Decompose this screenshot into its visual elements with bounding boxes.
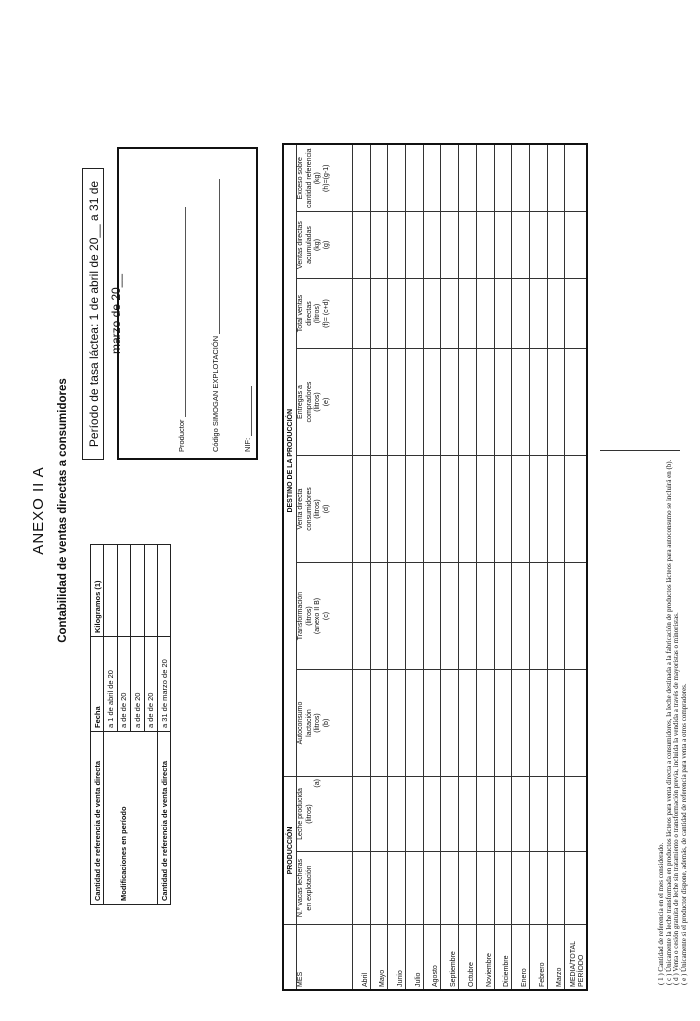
table-cell[interactable]: [547, 212, 565, 279]
month-label: Enero: [512, 925, 530, 991]
table-cell[interactable]: [441, 145, 459, 212]
table-row: [441, 145, 459, 991]
table-row: [459, 145, 477, 991]
total-cell[interactable]: [565, 145, 588, 212]
column-header-line: (h)=(g-1): [322, 164, 330, 192]
column-header-line: (kg): [314, 238, 321, 252]
codigo-label: Código SIMOGAN EXPLOTACIÓN: [211, 335, 220, 452]
column-header-line: (e): [322, 397, 330, 407]
ref-label-cell: Cantidad de referencia de venta directa: [157, 732, 170, 905]
column-header-line: (litros): [305, 804, 313, 824]
kg-cell[interactable]: [144, 545, 157, 637]
column-header-line: acumuladas: [305, 226, 313, 264]
table-cell[interactable]: [370, 777, 388, 852]
table-cell[interactable]: [529, 279, 547, 349]
table-cell[interactable]: [512, 145, 530, 212]
table-cell[interactable]: [547, 777, 565, 852]
table-cell[interactable]: [459, 670, 477, 777]
column-header-line: compradores: [305, 381, 313, 423]
table-cell[interactable]: [547, 145, 565, 212]
table-cell[interactable]: [353, 349, 371, 456]
footnote: ( e ) Únicamente si el productor dispone, además, de cantidad de referencia para venta a otros compradores.: [679, 683, 688, 985]
nif-field[interactable]: [251, 386, 252, 436]
table-cell[interactable]: [494, 852, 512, 925]
table-cell[interactable]: [423, 777, 441, 852]
table-cell[interactable]: [423, 456, 441, 563]
footnotes: [658, 460, 688, 985]
fecha-cell[interactable]: a 1 de abril de 20: [104, 637, 117, 732]
nif-label: NIF: [243, 439, 252, 452]
column-header-line: (c): [322, 611, 330, 621]
column-header-line: (b): [322, 718, 330, 728]
column-header: [297, 777, 353, 852]
table-cell[interactable]: [370, 456, 388, 563]
kg-cell[interactable]: [104, 545, 117, 637]
column-header-line: (d): [322, 504, 330, 514]
table-row: [512, 145, 530, 991]
group-header-row: [283, 145, 297, 991]
table-cell[interactable]: [529, 145, 547, 212]
table-cell[interactable]: [476, 349, 494, 456]
column-header-line: (litros): [314, 303, 321, 324]
total-cell[interactable]: [565, 563, 588, 670]
table-row: [547, 145, 565, 991]
table-cell[interactable]: [459, 777, 477, 852]
ref-row: [144, 545, 157, 905]
table-cell[interactable]: [476, 145, 494, 212]
month-label: Marzo: [547, 925, 565, 991]
column-header-line: Venta directa: [297, 488, 304, 530]
column-header: [297, 279, 353, 349]
table-cell[interactable]: [388, 670, 406, 777]
table-cell[interactable]: [494, 670, 512, 777]
ref-row: [157, 545, 170, 905]
table-cell[interactable]: [423, 145, 441, 212]
month-label: Febrero: [529, 925, 547, 991]
table-cell[interactable]: [441, 563, 459, 670]
column-header: [297, 852, 353, 925]
table-row: [494, 145, 512, 991]
month-label: Mayo: [370, 925, 388, 991]
table-cell[interactable]: [476, 456, 494, 563]
table-cell[interactable]: [441, 212, 459, 279]
table-cell[interactable]: [441, 349, 459, 456]
column-header: [297, 563, 353, 670]
table-cell[interactable]: [529, 670, 547, 777]
total-cell[interactable]: [565, 852, 588, 925]
month-label: Junio: [388, 925, 406, 991]
month-label: Agosto: [423, 925, 441, 991]
table-cell[interactable]: [370, 279, 388, 349]
table-cell[interactable]: [441, 456, 459, 563]
column-header: [297, 349, 353, 456]
column-header-line: Ventas directas: [297, 221, 304, 269]
productor-label: Productor: [177, 419, 186, 452]
page-subtitle: Contabilidad de ventas directas a consumidores: [57, 378, 69, 643]
column-header-line: Transformación: [297, 591, 304, 641]
table-cell[interactable]: [406, 145, 424, 212]
table-cell[interactable]: [370, 670, 388, 777]
table-row: [529, 145, 547, 991]
table-cell[interactable]: [476, 212, 494, 279]
table-cell[interactable]: [406, 349, 424, 456]
column-header-line: (litros): [314, 392, 321, 412]
total-cell[interactable]: [565, 212, 588, 279]
table-cell[interactable]: [441, 852, 459, 925]
column-header-row: [297, 145, 353, 991]
production-table: [282, 144, 588, 992]
column-header-line: (litros): [314, 713, 321, 733]
kg-cell[interactable]: [131, 545, 144, 637]
table-cell[interactable]: [423, 670, 441, 777]
table-cell[interactable]: [353, 563, 371, 670]
table-cell[interactable]: [353, 777, 371, 852]
table-cell[interactable]: [512, 670, 530, 777]
column-header: [297, 145, 353, 212]
table-cell[interactable]: [388, 349, 406, 456]
footnote: ( 1 ) Cantidad de referencia en el mes considerado.: [657, 842, 665, 985]
table-cell[interactable]: [353, 279, 371, 349]
month-label: Octubre: [459, 925, 477, 991]
month-label: Abril: [353, 925, 371, 991]
column-header-line: (f)= (c+d): [322, 299, 330, 328]
ref-label-cell: Cantidad de referencia de venta directa: [91, 732, 104, 905]
column-header: [297, 212, 353, 279]
column-header-line: Entregas a: [297, 385, 304, 419]
table-row: [406, 145, 424, 991]
nif-line[interactable]: NIF:: [243, 386, 252, 452]
table-cell[interactable]: [406, 456, 424, 563]
table-cell[interactable]: [353, 852, 371, 925]
kg-cell[interactable]: [117, 545, 130, 637]
column-header-line: Leche producida: [297, 788, 304, 840]
table-cell[interactable]: [441, 777, 459, 852]
table-cell[interactable]: [388, 212, 406, 279]
month-label: Septiembre: [441, 925, 459, 991]
column-header-line: (kg): [314, 172, 321, 185]
table-cell[interactable]: [388, 279, 406, 349]
ref-row: [131, 545, 144, 905]
codigo-field[interactable]: [219, 179, 220, 334]
table-cell[interactable]: [512, 212, 530, 279]
kg-cell[interactable]: [157, 545, 170, 637]
table-cell[interactable]: [388, 563, 406, 670]
column-header-line: consumidores: [305, 487, 313, 531]
table-cell[interactable]: [388, 456, 406, 563]
table-cell[interactable]: [529, 456, 547, 563]
table-cell[interactable]: [406, 212, 424, 279]
table-cell[interactable]: [353, 145, 371, 212]
table-cell[interactable]: [423, 852, 441, 925]
table-cell[interactable]: [423, 563, 441, 670]
table-row: [370, 145, 388, 991]
table-cell[interactable]: [547, 563, 565, 670]
table-cell[interactable]: [476, 279, 494, 349]
column-header-line: (litros): [305, 606, 313, 626]
total-cell[interactable]: [565, 349, 588, 456]
table-cell[interactable]: [406, 563, 424, 670]
table-cell[interactable]: [529, 852, 547, 925]
column-header-line: directas: [305, 301, 313, 326]
table-cell[interactable]: [370, 852, 388, 925]
month-label: Diciembre: [494, 925, 512, 991]
total-cell[interactable]: [565, 456, 588, 563]
table-cell[interactable]: [512, 563, 530, 670]
total-cell[interactable]: [565, 279, 588, 349]
reference-quantity-table: [90, 544, 171, 905]
table-cell[interactable]: [547, 349, 565, 456]
table-row: [476, 145, 494, 991]
fecha-cell[interactable]: a de de 20: [144, 637, 157, 732]
fecha-header: Fecha: [91, 637, 104, 732]
column-header-line: Exceso sobre: [297, 157, 304, 200]
fecha-cell[interactable]: a 31 de marzo de 20: [157, 637, 170, 732]
table-cell[interactable]: [512, 456, 530, 563]
table-cell[interactable]: [494, 145, 512, 212]
table-cell[interactable]: [459, 852, 477, 925]
footnote: ( d ) Venta o cesión gratuita de leche sin tratamiento o transformación previa, incluida la vendida a través de mayoristas o minoristas.: [672, 612, 681, 985]
table-cell[interactable]: [494, 777, 512, 852]
table-cell[interactable]: [476, 777, 494, 852]
table-cell[interactable]: [423, 212, 441, 279]
table-cell[interactable]: [353, 670, 371, 777]
periodo-box: Período de tasa láctea: 1 de abril de 20__ a 31 de marzo de 20__: [82, 168, 104, 460]
kg-header: Kilogramos (1): [91, 545, 104, 637]
table-cell[interactable]: [476, 563, 494, 670]
table-cell[interactable]: [459, 456, 477, 563]
productor-line[interactable]: [177, 207, 186, 452]
table-cell[interactable]: [406, 852, 424, 925]
table-cell[interactable]: [547, 279, 565, 349]
table-cell[interactable]: [512, 777, 530, 852]
table-cell[interactable]: [547, 456, 565, 563]
ref-header-row: [91, 545, 104, 905]
table-cell[interactable]: [476, 852, 494, 925]
table-row: [423, 145, 441, 991]
divider-line: [600, 449, 680, 451]
table-cell[interactable]: [370, 145, 388, 212]
table-cell[interactable]: [494, 349, 512, 456]
table-cell[interactable]: [512, 349, 530, 456]
ref-label-cell: Modificaciones en período: [117, 732, 130, 905]
table-row: [388, 145, 406, 991]
table-cell[interactable]: [529, 563, 547, 670]
column-header: [297, 925, 353, 991]
total-label-line: MEDIA/TOTAL: [570, 940, 578, 987]
table-cell[interactable]: [388, 145, 406, 212]
column-header-line: (g): [322, 240, 330, 250]
table-cell[interactable]: [459, 563, 477, 670]
table-cell[interactable]: [512, 852, 530, 925]
table-cell[interactable]: [388, 852, 406, 925]
table-cell[interactable]: [494, 563, 512, 670]
table-cell[interactable]: [459, 212, 477, 279]
table-cell[interactable]: [494, 456, 512, 563]
total-cell[interactable]: [565, 777, 588, 852]
month-label: Julio: [406, 925, 424, 991]
productor-field[interactable]: [185, 207, 186, 417]
table-cell[interactable]: [388, 777, 406, 852]
fecha-cell[interactable]: a de de 20: [131, 637, 144, 732]
column-header-line: Total ventas: [297, 294, 304, 333]
table-cell[interactable]: [459, 145, 477, 212]
table-cell[interactable]: [459, 349, 477, 456]
table-cell[interactable]: [529, 349, 547, 456]
column-header-line: cantidad referencia: [305, 148, 313, 209]
column-header-line: (a): [314, 779, 321, 788]
table-cell[interactable]: [476, 670, 494, 777]
column-header-line: MES: [297, 971, 304, 987]
table-cell[interactable]: [406, 670, 424, 777]
column-header-line: Autoconsumo: [297, 701, 304, 745]
column-header-line: (anexo II B): [314, 597, 321, 635]
total-cell[interactable]: [565, 670, 588, 777]
table-cell[interactable]: [423, 349, 441, 456]
table-cell[interactable]: [547, 670, 565, 777]
table-cell[interactable]: [423, 279, 441, 349]
productor-box: [117, 147, 258, 460]
column-header-line: (litros): [314, 499, 321, 519]
total-label-line: PERÍODO: [578, 954, 586, 987]
column-header: [297, 456, 353, 563]
table-cell[interactable]: [529, 212, 547, 279]
table-cell[interactable]: [494, 212, 512, 279]
ref-row: [104, 545, 117, 905]
column-header: [297, 670, 353, 777]
fecha-cell[interactable]: a de de 20: [117, 637, 130, 732]
codigo-line[interactable]: [211, 179, 220, 452]
table-row: [353, 145, 371, 991]
table-cell[interactable]: [547, 852, 565, 925]
table-cell[interactable]: [353, 456, 371, 563]
table-cell[interactable]: [370, 349, 388, 456]
column-header-line: en explotación: [305, 865, 313, 911]
total-row: [565, 145, 588, 991]
page-title: ANEXO II A: [30, 466, 47, 555]
column-header-line: N.º vacas lecheras: [297, 858, 304, 918]
group-produccion: PRODUCCIÓN: [283, 777, 297, 925]
table-cell[interactable]: [370, 563, 388, 670]
table-cell[interactable]: [406, 279, 424, 349]
table-cell[interactable]: [494, 279, 512, 349]
month-label: Noviembre: [476, 925, 494, 991]
table-cell[interactable]: [406, 777, 424, 852]
group-destino: DESTINO DE LA PRODUCCIÓN: [283, 145, 297, 777]
table-cell[interactable]: [512, 279, 530, 349]
table-cell[interactable]: [370, 212, 388, 279]
table-cell[interactable]: [353, 212, 371, 279]
table-cell[interactable]: [529, 777, 547, 852]
table-cell[interactable]: [441, 279, 459, 349]
column-header-line: lactación: [305, 709, 313, 737]
table-cell[interactable]: [441, 670, 459, 777]
total-label: [565, 925, 588, 991]
ref-row: [117, 545, 130, 905]
table-cell[interactable]: [459, 279, 477, 349]
footnote: ( c ) Únicamente la leche transformada en productos lácteos para venta directa a consumidores, la leche destinada a la fabricación de productos lácteos para autoconsumo se incluirá en (b).: [664, 459, 673, 985]
